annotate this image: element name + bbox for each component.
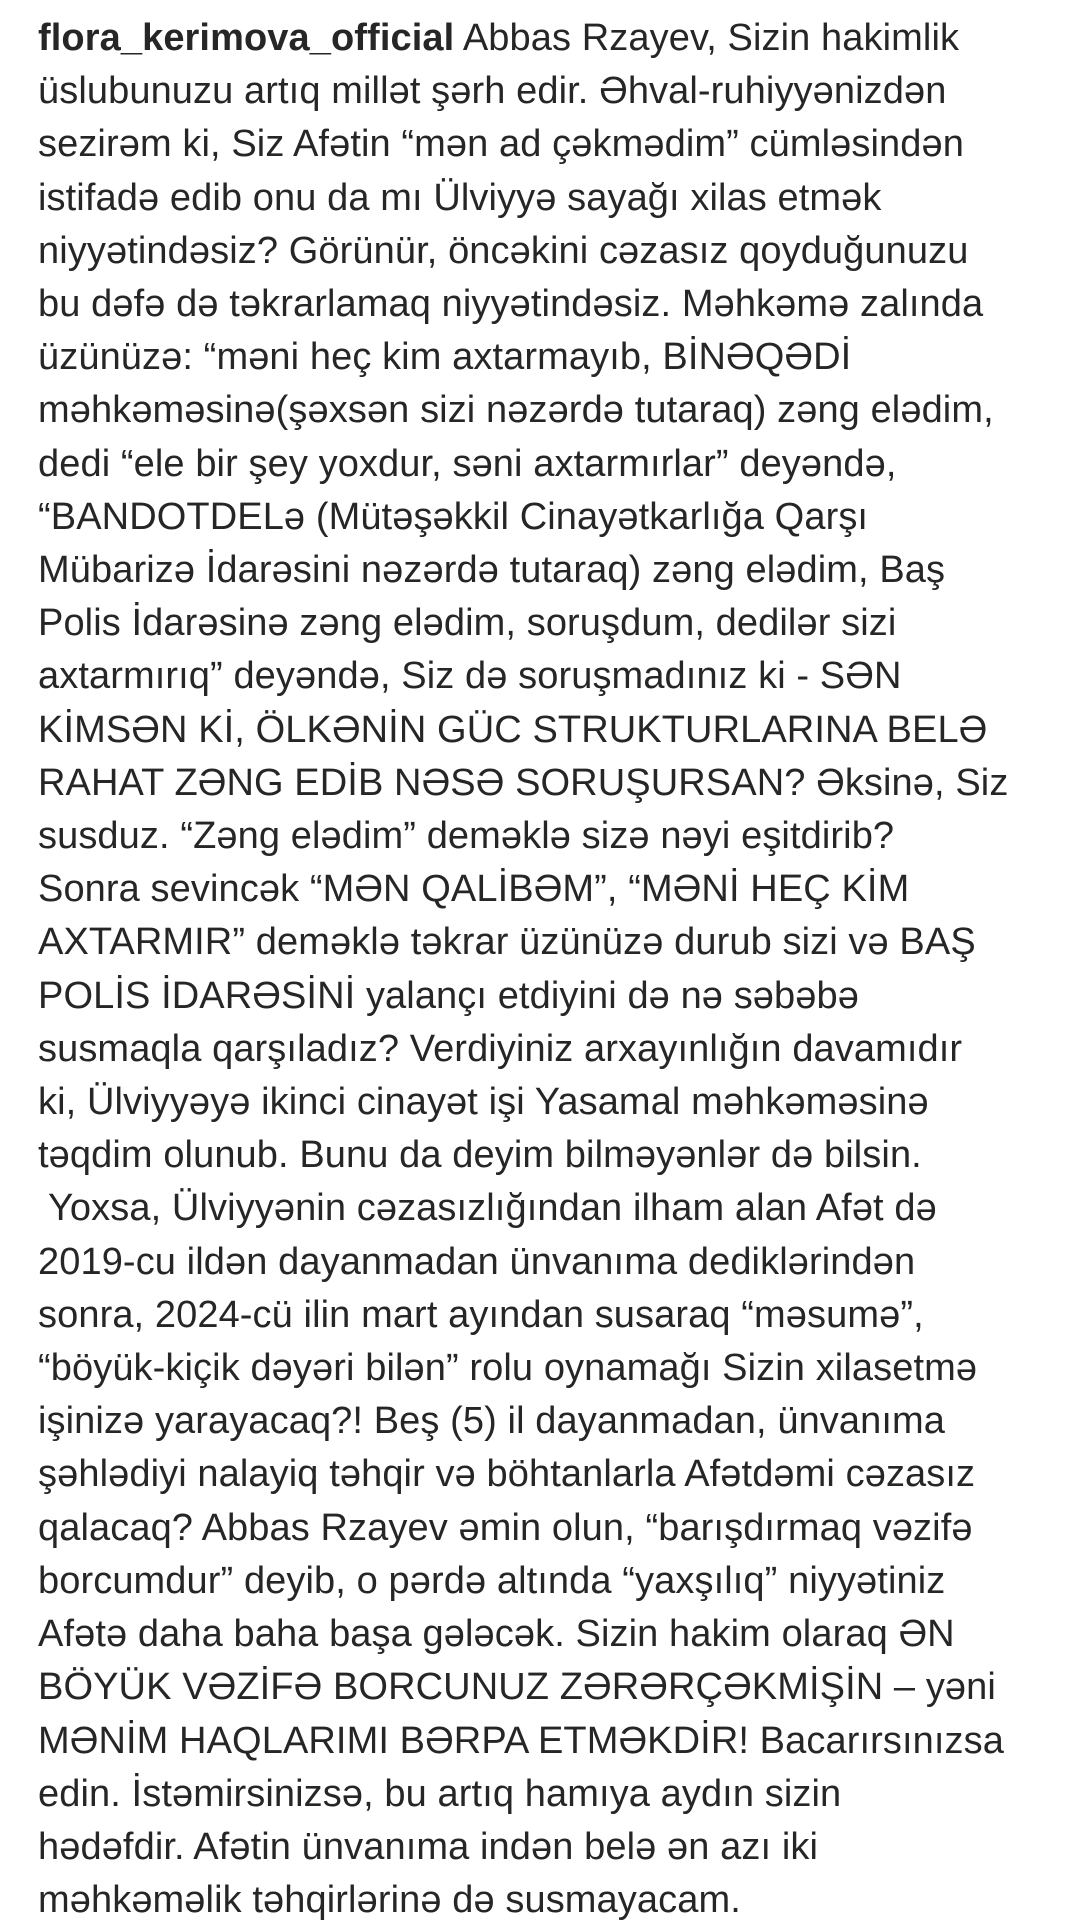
caption-line: Mübarizə İdarəsini nəzərdə tutaraq) zəng elədim, Baş: [38, 549, 946, 592]
caption-line: niyyətindəsiz? Görünür, öncəkini cəzasız qoyduğunuzu: [38, 229, 969, 272]
caption-line: RAHAT ZƏNG EDİB NƏSƏ SORUŞURSAN? Əksinə, Siz: [38, 761, 1009, 804]
caption-line: Polis İdarəsinə zəng elədim, soruşdum, dedilər sizi: [38, 602, 897, 645]
caption-line: Afətə daha baha başa gələcək. Sizin hakim olaraq ƏN: [38, 1613, 955, 1656]
caption-line: istifadə edib onu da mı Ülviyyə sayağı xilas etmək: [38, 176, 882, 219]
caption-line: POLİS İDARƏSİNİ yalançı etdiyini də nə səbəbə: [38, 974, 859, 1017]
caption-line: məhkəməlik təhqirlərinə də susmayacam.: [38, 1879, 741, 1922]
caption-text: Abbas Rzayev, Sizin hakimlik: [454, 17, 960, 59]
caption-line: məhkəməsinə(şəxsən sizi nəzərdə tutaraq) zəng elədim,: [38, 389, 994, 432]
caption-line: bu dəfə də təkrarlamaq niyyətindəsiz. Məhkəmə zalında: [38, 283, 984, 326]
caption-line: şəhlədiyi nalayiq təhqir və böhtanlarla Afətdəmi cəzasız: [38, 1453, 976, 1496]
caption-line: sezirəm ki, Siz Afətin “mən ad çəkmədim” cümləsindən: [38, 123, 964, 166]
caption-line: axtarmırıq” deyəndə, Siz də soruşmadınız ki - SƏN: [38, 655, 902, 698]
caption-line: AXTARMIR” deməklə təkrar üzünüzə durub sizi və BAŞ: [38, 921, 976, 964]
author-username-link[interactable]: flora_kerimova_official: [38, 17, 455, 59]
caption-line: qalacaq? Abbas Rzayev əmin olun, “barışdırmaq vəzifə: [38, 1506, 973, 1549]
caption-line: “böyük-kiçik dəyəri bilən” rolu oynamağı Sizin xilasetmə: [38, 1347, 978, 1390]
caption-line: hədəfdir. Afətin ünvanıma indən belə ən azı iki: [38, 1825, 819, 1868]
caption-line: 2019-cu ildən dayanmadan ünvanıma dediklərindən: [38, 1240, 916, 1283]
caption-line: susduz. “Zəng elədim” deməklə sizə nəyi eşitdirib?: [38, 815, 895, 858]
caption-line: dedi “ele bir şey yoxdur, səni axtarmırlar” deyəndə,: [38, 442, 897, 485]
caption-line: üslubunuzu artıq millət şərh edir. Əhval-ruhiyyənizdən: [38, 70, 947, 113]
caption-line: “BANDOTDELə (Mütəşəkkil Cinayətkarlığa Qarşı: [38, 495, 869, 538]
caption-line: KİMSƏN Kİ, ÖLKƏNİN GÜC STRUKTURLARINA BELƏ: [38, 708, 988, 751]
caption-first-line: [38, 12, 1058, 65]
caption-body: [38, 65, 1058, 1927]
post-caption: [38, 12, 1058, 1927]
caption-line: Yoxsa, Ülviyyənin cəzasızlığından ilham alan Afət də: [38, 1187, 937, 1230]
caption-line: sonra, 2024-cü ilin mart ayından susaraq “məsumə”,: [38, 1293, 924, 1336]
caption-line: edin. İstəmirsinizsə, bu artıq hamıya aydın sizin: [38, 1772, 842, 1815]
caption-line: ki, Ülviyyəyə ikinci cinayət işi Yasamal məhkəməsinə: [38, 1081, 929, 1124]
caption-line: susmaqla qarşıladız? Verdiyiniz arxayınlığın davamıdır: [38, 1027, 963, 1070]
caption-line: işinizə yarayacaq?! Beş (5) il dayanmadan, ünvanıma: [38, 1400, 946, 1443]
caption-line: BÖYÜK VƏZİFƏ BORCUNUZ ZƏRƏRÇƏKMİŞİN – yəni: [38, 1666, 996, 1709]
caption-line: MƏNİM HAQLARIMI BƏRPA ETMƏKDİR! Bacarırsınızsa: [38, 1719, 1004, 1762]
caption-line: üzünüzə: “məni heç kim axtarmayıb, BİNƏQƏDİ: [38, 336, 852, 379]
caption-line: borcumdur” deyib, o pərdə altında “yaxşılıq” niyyətiniz: [38, 1559, 946, 1602]
caption-line: Sonra sevincək “MƏN QALİBƏM”, “MƏNİ HEÇ KİM: [38, 868, 910, 911]
caption-line: təqdim olunub. Bunu da deyim bilməyənlər də bilsin.: [38, 1134, 922, 1177]
